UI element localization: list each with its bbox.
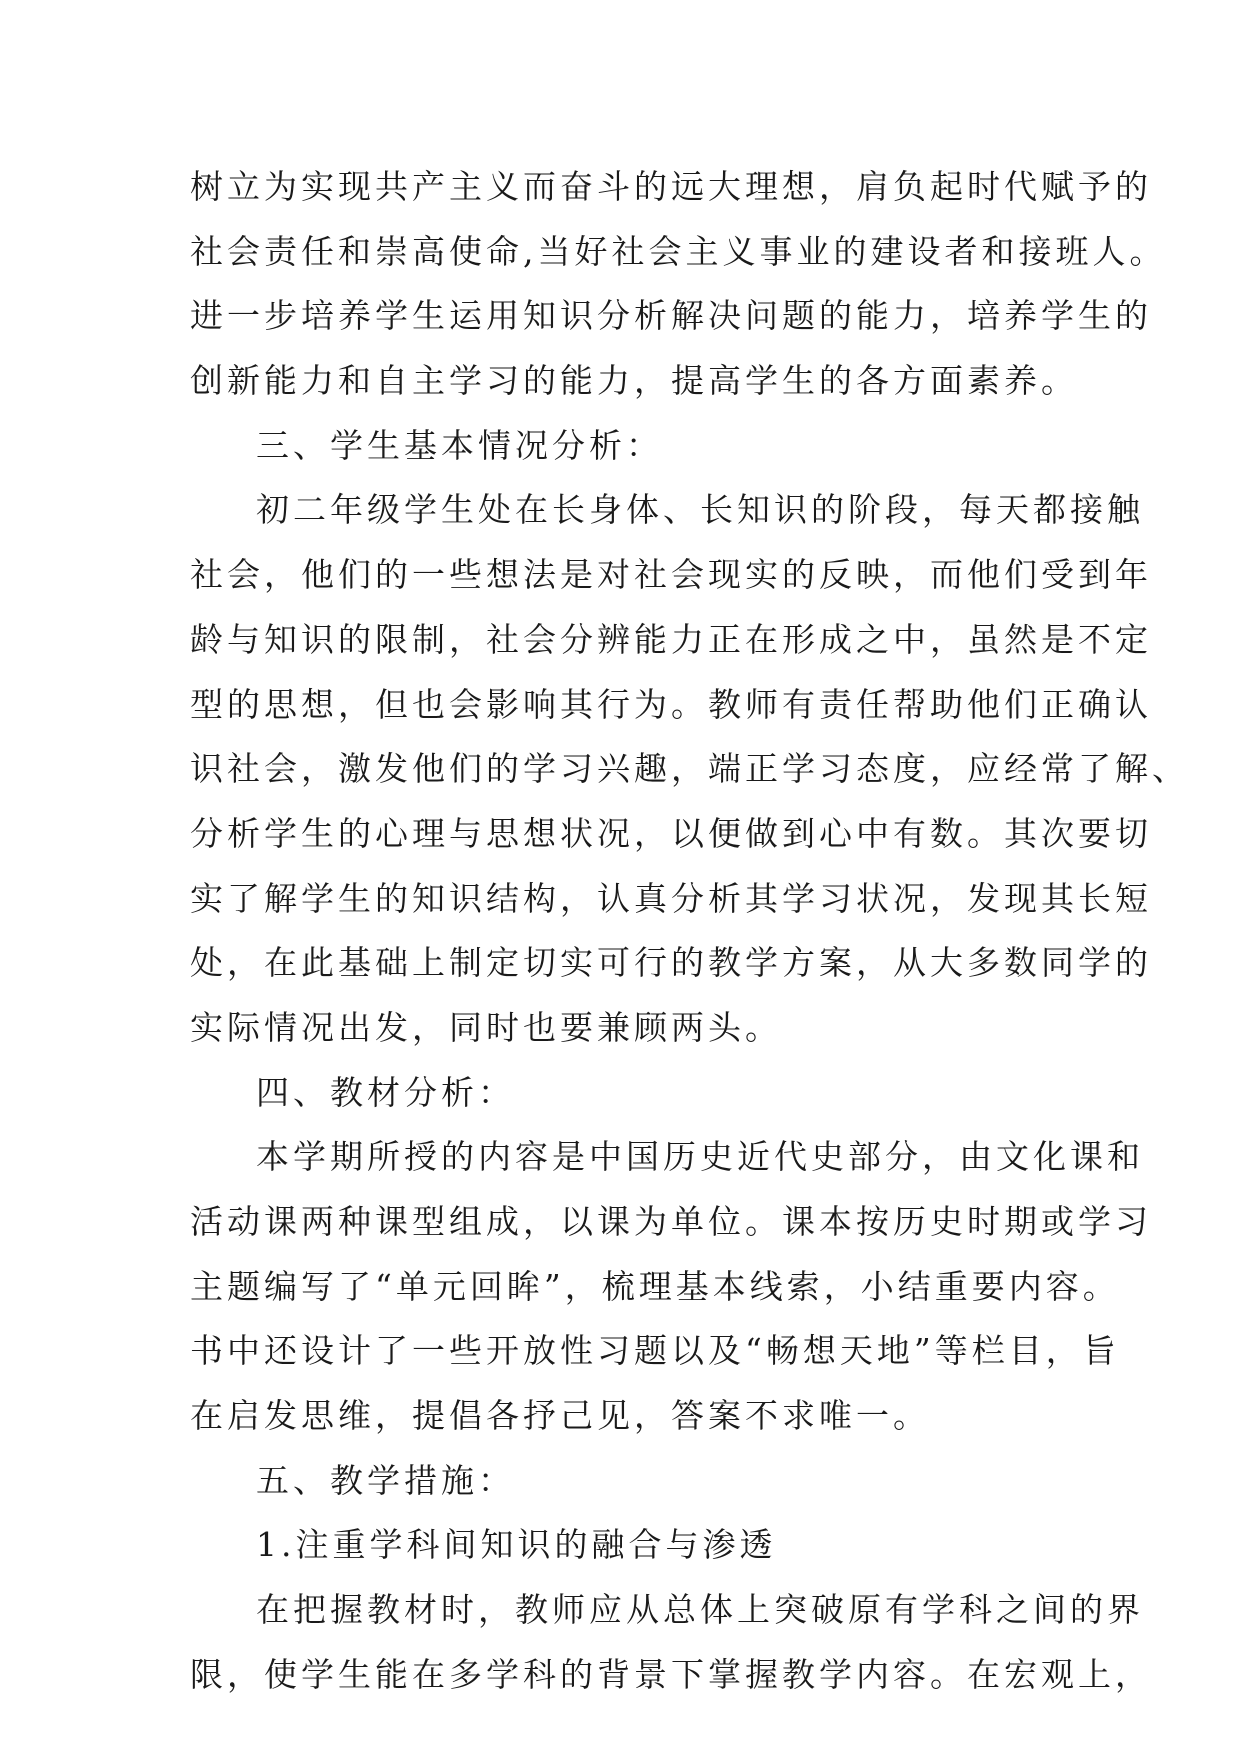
text-line: 处，在此基础上制定切实可行的教学方案，从大多数同学的 [190, 943, 1152, 983]
text-line: 在把握教材时，教师应从总体上突破原有学科之间的界 [256, 1590, 1144, 1630]
text-line: 分析学生的心理与思想状况，以便做到心中有数。其次要切 [190, 813, 1152, 853]
text-line: 书中还设计了一些开放性习题以及“畅想天地”等栏目，旨 [190, 1331, 1120, 1371]
text-line: 实了解学生的知识结构，认真分析其学习状况，发现其长短 [190, 878, 1152, 918]
text-line: 型的思想，但也会影响其行为。教师有责任帮助他们正确认 [190, 684, 1152, 724]
text-line: 实际情况出发，同时也要兼顾两头。 [190, 1007, 782, 1047]
text-line: 社会，他们的一些想法是对社会现实的反映，而他们受到年 [190, 555, 1152, 595]
subsection-heading: 1.注重学科间知识的融合与渗透 [256, 1525, 777, 1565]
text-line: 本学期所授的内容是中国历史近代史部分，由文化课和 [256, 1137, 1144, 1177]
section-heading: 三、学生基本情况分析： [256, 425, 663, 465]
text-line: 主题编写了“单元回眸”，梳理基本线索，小结重要内容。 [190, 1266, 1120, 1306]
text-line: 进一步培养学生运用知识分析解决问题的能力，培养学生的 [190, 296, 1152, 336]
text-line: 创新能力和自主学习的能力，提高学生的各方面素养。 [190, 361, 1078, 401]
text-line: 树立为实现共产主义而奋斗的远大理想，肩负起时代赋予的 [190, 167, 1152, 206]
text-line: 龄与知识的限制，社会分辨能力正在形成之中，虽然是不定 [190, 619, 1152, 659]
text-line: 活动课两种课型组成，以课为单位。课本按历史时期或学习 [190, 1202, 1152, 1241]
text-line: 社会责任和崇高使命,当好社会主义事业的建设者和接班人。 [190, 231, 1167, 271]
text-line: 初二年级学生处在长身体、长知识的阶段，每天都接触 [256, 490, 1144, 530]
document-body [190, 155, 1189, 1708]
text-line: 在启发思维，提倡各抒己见，答案不求唯一。 [190, 1396, 930, 1436]
section-heading: 五、教学措施： [256, 1460, 515, 1500]
text-line: 识社会，激发他们的学习兴趣，端正学习态度，应经常了解、 [190, 749, 1189, 789]
text-line: 限，使学生能在多学科的背景下掌握教学内容。在宏观上， [190, 1654, 1152, 1694]
section-heading: 四、教材分析： [256, 1072, 515, 1112]
